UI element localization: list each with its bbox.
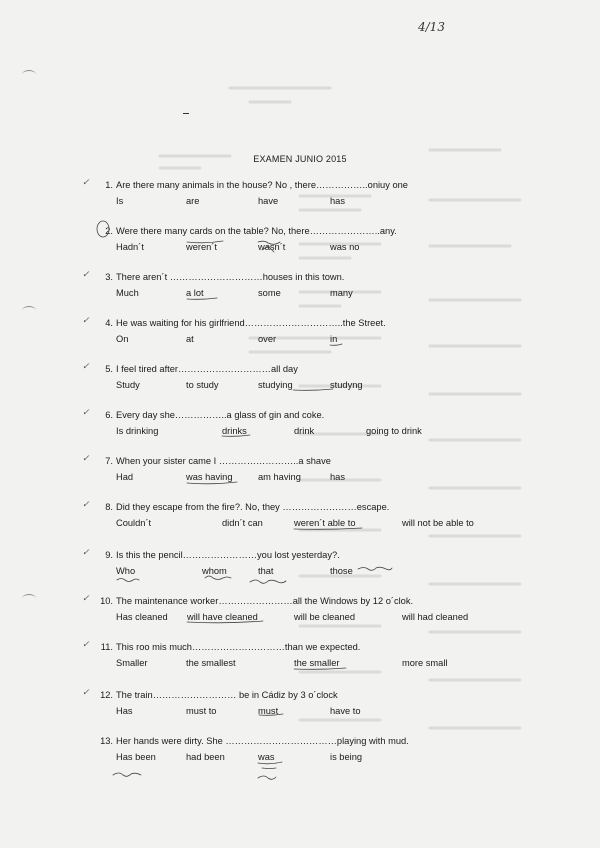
question-number: 2.: [105, 226, 113, 236]
question-11: [0, 642, 600, 682]
question-4: [0, 318, 600, 358]
question-stem: He was waiting for his girlfriend…………………………..the Street.: [116, 318, 386, 328]
answer-option[interactable]: Has cleaned: [116, 612, 168, 622]
question-number: 7.: [105, 456, 113, 466]
answer-option[interactable]: are: [186, 196, 200, 206]
question-number: 10.: [100, 596, 113, 606]
answer-option[interactable]: On: [116, 334, 129, 344]
grading-check-mark: ✓: [82, 594, 90, 604]
answer-option[interactable]: the smallest: [186, 658, 236, 668]
grading-check-mark: ✓: [82, 688, 90, 698]
question-number: 8.: [105, 502, 113, 512]
grading-check-mark: ✓: [82, 408, 90, 418]
grading-check-mark: ✓: [82, 454, 90, 464]
question-1: [0, 180, 600, 220]
answer-option[interactable]: is being: [330, 752, 363, 762]
question-number: 11.: [100, 642, 113, 652]
answer-option[interactable]: was having: [186, 472, 233, 482]
question-number: 12.: [100, 690, 113, 700]
answer-option[interactable]: Hadn´t: [116, 242, 144, 252]
answer-option[interactable]: Smaller: [116, 658, 148, 668]
answer-option[interactable]: Had: [116, 472, 134, 482]
grading-check-mark: ✓: [82, 270, 90, 280]
question-10: [0, 596, 600, 636]
answer-option[interactable]: will be cleaned: [294, 612, 355, 622]
answer-option[interactable]: have to: [330, 706, 361, 716]
question-number: 13.: [100, 736, 113, 746]
answer-option[interactable]: the smaller: [294, 658, 340, 668]
answer-option[interactable]: to study: [186, 380, 219, 390]
answer-option[interactable]: a lot: [186, 288, 204, 298]
answer-option[interactable]: didn´t can: [222, 518, 263, 528]
answer-option[interactable]: over: [258, 334, 277, 344]
question-stem: There aren´t …………………………houses in this town.: [116, 272, 345, 282]
question-number: 1.: [105, 180, 113, 190]
question-number: 4.: [105, 318, 113, 328]
exam-title: EXAMEN JUNIO 2015: [253, 154, 347, 164]
answer-option[interactable]: at: [186, 334, 194, 344]
question-9: [0, 550, 600, 590]
answer-option[interactable]: weren´t: [186, 242, 218, 252]
answer-option[interactable]: Is drinking: [116, 426, 159, 436]
question-8: [0, 502, 600, 542]
question-stem: Every day she……………..a glass of gin and coke.: [116, 410, 325, 420]
question-stem: Did they escape from the fire?. No, they ……………………escape.: [116, 502, 390, 512]
answer-option[interactable]: has: [330, 196, 345, 206]
answer-option[interactable]: Much: [116, 288, 139, 298]
question-12: [0, 690, 600, 730]
question-number: 9.: [105, 550, 113, 560]
answer-option[interactable]: Couldn´t: [116, 518, 152, 528]
grading-check-mark: ✓: [82, 640, 90, 650]
answer-option[interactable]: going to drink: [366, 426, 422, 436]
question-stem: Is this the pencil……………………you lost yesterday?.: [116, 550, 340, 560]
answer-option[interactable]: those: [330, 566, 353, 576]
answer-option[interactable]: have: [258, 196, 279, 206]
answer-option[interactable]: am having: [258, 472, 301, 482]
answer-option[interactable]: studyng: [330, 380, 363, 390]
answer-option[interactable]: that: [258, 566, 274, 576]
question-stem: When your sister came I ……………………..a shave: [116, 456, 331, 466]
grading-check-mark: ✓: [82, 178, 90, 188]
answer-option[interactable]: more small: [402, 658, 448, 668]
grading-check-mark: ✓: [82, 500, 90, 510]
answer-option[interactable]: many: [330, 288, 353, 298]
answer-option[interactable]: drink: [294, 426, 315, 436]
question-stem: Are there many animals in the house? No , there……………..oniuy one: [116, 180, 408, 190]
answer-option[interactable]: will have cleaned: [187, 612, 258, 622]
question-6: [0, 410, 600, 450]
answer-option[interactable]: has: [330, 472, 345, 482]
question-stem: Her hands were dirty. She ………………………………playing with mud.: [116, 736, 409, 746]
question-stem: I feel tired after…………………………all day: [116, 364, 298, 374]
question-number: 5.: [105, 364, 113, 374]
answer-option[interactable]: whom: [202, 566, 227, 576]
answer-option[interactable]: Who: [116, 566, 136, 576]
answer-option[interactable]: will not be able to: [402, 518, 474, 528]
answer-option[interactable]: was no: [330, 242, 360, 252]
question-number: 6.: [105, 410, 113, 420]
answer-option[interactable]: had been: [186, 752, 225, 762]
handwritten-grade: 4/13: [418, 20, 445, 34]
question-stem: The maintenance worker……………………all the Windows by 12 o´clok.: [116, 596, 414, 606]
answer-option[interactable]: must to: [186, 706, 217, 716]
answer-option[interactable]: must: [258, 706, 279, 716]
answer-option[interactable]: drinks: [222, 426, 247, 436]
question-2: [0, 226, 600, 266]
answer-option[interactable]: will had cleaned: [402, 612, 469, 622]
answer-option[interactable]: in: [330, 334, 338, 344]
grading-check-mark: ✓: [82, 548, 90, 558]
answer-option[interactable]: was: [258, 752, 275, 762]
answer-option[interactable]: some: [258, 288, 281, 298]
grading-check-mark: ✓: [82, 316, 90, 326]
answer-option[interactable]: Is: [116, 196, 124, 206]
grading-check-mark: ✓: [82, 362, 90, 372]
question-stem: The train……………………… be in Cádiz by 3 o´clock: [116, 690, 338, 700]
question-13: [0, 736, 600, 776]
answer-option[interactable]: weren´t able to: [294, 518, 356, 528]
question-3: [0, 272, 600, 312]
stray-mark: [183, 113, 189, 114]
answer-option[interactable]: studying: [258, 380, 293, 390]
answer-option[interactable]: Has: [116, 706, 133, 716]
punch-hole-top: [22, 70, 36, 79]
question-stem: Were there many cards on the table? No, there…………………..any.: [116, 226, 397, 236]
answer-option[interactable]: Study: [116, 380, 140, 390]
answer-option[interactable]: Has been: [116, 752, 156, 762]
question-stem: This roo mis much…………………………than we expected.: [116, 642, 361, 652]
answer-option[interactable]: wasn´t: [258, 242, 286, 252]
question-5: [0, 364, 600, 404]
question-number: 3.: [105, 272, 113, 282]
question-7: [0, 456, 600, 496]
